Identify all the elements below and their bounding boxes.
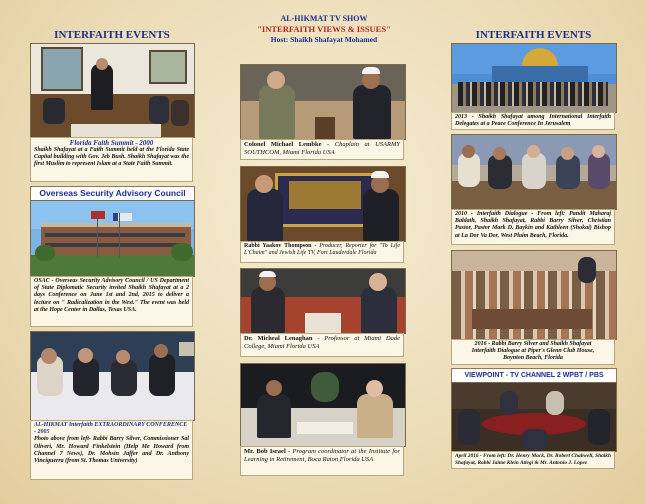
osac-heading: Overseas Security Advisory Council [30,186,195,201]
caption-faith-summit-title: Florida Faith Summit - 2000 [69,139,154,147]
photo-lembke [240,64,406,140]
caption-lenaghan-rest: - Professor at Miami Dade College, Miami Florida USA [244,335,400,350]
photo-viewpoint [451,382,617,452]
photo-osac-building [30,200,195,277]
caption-thompson-rest: - Producer, Reporter for "To Life L'Chaim" and Jewish Life TV, Fort Lauderdale Florida [244,243,400,257]
caption-interfaith-2010: 2010 - Interfaith Dialogue - From left: Pandit Maharaj Baldath, Shaikh Shafayat, Rabbi Barry Silver, Christian Pastor, Pastor Mark D. Baykin and Kathleen (Shokai) Bishop at La Dor Va Dor, West Plaim Beach, Florida. [451,209,615,245]
caption-osac: OSAC - Overseas Security Advisory Council / US Department of State Diplomatic Security invited Shaikh Shafayat at a 2 days Conference on June 1st and 2nd, 2015 to deliver a lecture on " Radicalization in the West." The event was held at the Hope Center in Dallas, Texas USA. [30,276,193,327]
photo-lenaghan [240,268,406,334]
caption-pipers-line2: Interfaith Dialogue at Piper's Glenn Club House, [471,348,595,355]
caption-jerusalem: 2013 - Shaikh Shafayat among International Interfaith Delegates at a Peace Conference In Jerusalem [451,112,615,130]
caption-lenaghan-name: Dr. Micheal Lenaghan [244,335,313,342]
photo-faith-summit [30,43,195,138]
caption-lembke-name: Colonel Michael Lembke [244,141,322,148]
caption-viewpoint: April 2016 - From left: Dr. Henry Mack, Dr. Robert Chabwell, Shaikh Shafayat, Rabbi Jaime Klein Atlegi & Mr. Antonio J. Lopez [451,451,615,469]
caption-lembke-rest: - Chaplain at USARMY SOUTHCOM, Miami Florida USA [244,141,400,156]
show-series: "INTERFAITH VIEWS & ISSUES" [257,24,391,34]
caption-faith-summit [30,137,193,182]
caption-lembke [240,139,404,160]
left-heading: INTERFAITH EVENTS [54,29,170,41]
photo-pipers-glenn [451,250,617,340]
show-title: AL-HIKMAT TV SHOW [280,14,368,23]
caption-pipers-line3: Boynton Beach, Florida [503,355,563,362]
caption-israel-name: Mr. Bob Israel [244,448,286,455]
caption-thompson-name: Rabbi Yaakov Thompson [244,243,312,249]
right-heading: INTERFAITH EVENTS [475,29,592,41]
caption-thompson [240,241,404,263]
caption-faith-summit-body: Shaikh Shafayat at a Faith Summit held at the Florida State Capital building with Gov. Jeb Bush. Shaikh Shafayat was the first Muslim to represent Islam at a State Faith Summit. [34,147,189,168]
caption-israel-rest: - Program coordinator at the Institute for Learning in Retirement, Boca Raton Florida USA [244,448,400,463]
caption-pipers-glenn [451,339,615,365]
photo-jerusalem [451,43,617,113]
show-host: Host: Shaikh Shafayat Mohamed [270,35,378,44]
caption-conference-2005 [30,420,193,480]
caption-conference-body: Photo above from left- Rabbi Barry Silver, Commissioner Sal Oliveri, Mr. Howard Finkelstein (Help Me Howard from Channel 7 News), Dr. Mohsin Jaffer and Dr. Anthony Vinciguerra (from St. Thomas University) [34,436,189,465]
caption-pipers-line1: 2016 - Rabbi Barry Silver and Shaikh Shafayat [474,341,592,347]
caption-israel [240,446,404,476]
photo-interfaith-2010 [451,134,617,210]
caption-conference-title: AL-HIKMAT Interfaith EXTRAORDINARY CONFERENCE - 2005 [34,422,188,436]
caption-lenaghan [240,333,404,357]
photo-conference-2005 [30,331,195,421]
photo-israel [240,363,406,447]
viewpoint-heading: VIEWPOINT - TV CHANNEL 2 WPBT / PBS [451,368,617,383]
photo-thompson [240,166,406,242]
